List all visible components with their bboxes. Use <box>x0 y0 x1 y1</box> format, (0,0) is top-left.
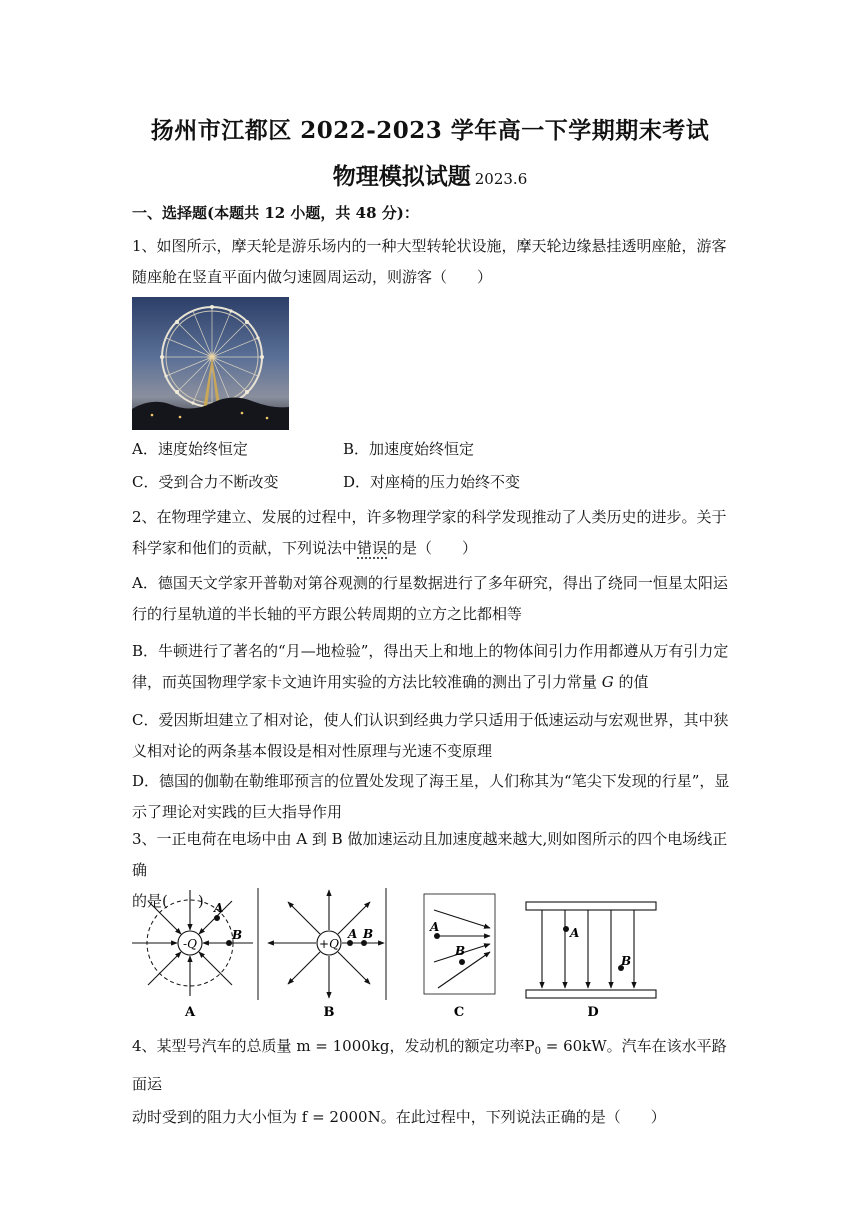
fig-a-point-b-label: B <box>232 928 243 942</box>
section-header: 一、选择题(本题共 12 小题，共 48 分)： <box>132 204 419 222</box>
exam-subject: 物理模拟试题 <box>332 163 471 190</box>
figure-a <box>132 888 258 1020</box>
q1-option-b: B．加速度始终恒定 <box>343 440 475 458</box>
q3-stem: 3、一正电荷在电场中由 A 到 B 做加速运动且加速度越来越大,则如图所示的四个电场线正确 的是( ) <box>132 830 728 910</box>
fig-d-caption: D <box>587 1005 599 1020</box>
figure-d <box>526 902 656 1020</box>
q2-option-c: C．爱因斯坦建立了相对论，使人们认识到经典力学只适用于低速运动与宏观世界，其中狭 义相对论的两条基本假设是相对性原理与光速不变原理 <box>132 711 729 760</box>
fig-b-caption: B <box>323 1005 335 1020</box>
q2-option-d: D．德国的伽勒在勒维耶预言的位置处发现了海王星，人们称其为“笔尖下发现的行星”，显 示了理论对实践的巨大指导作用 <box>132 772 730 821</box>
q2-stem: 2、在物理学建立、发展的过程中，许多物理学家的科学发现推动了人类历史的进步。关于 科学家和他们的贡献，下列说法中错误的是（ ） <box>132 508 727 557</box>
fig-b-point-a-label: A <box>348 927 358 941</box>
fig-a-charge-label: -Q <box>183 937 197 951</box>
figure-c <box>424 894 495 1020</box>
fig-d-point-b-label: B <box>621 954 632 968</box>
fig-b-charge-label: +Q <box>319 937 339 951</box>
fig-d-point-a-label: A <box>570 926 580 940</box>
fig-c-point-b-label: B <box>455 944 466 958</box>
q1-stem: 1、如图所示，摩天轮是游乐场内的一种大型转轮状设施，摩天轮边缘悬挂透明座舱，游客 随座舱在竖直平面内做匀速圆周运动，则游客（ ） <box>132 237 727 286</box>
exam-subtitle <box>0 158 860 191</box>
q2-option-a: A．德国天文学家开普勒对第谷观测的行星数据进行了多年研究，得出了绕同一恒星太阳运 行的行星轨道的半长轴的平方跟公转周期的立方之比都相等 <box>132 574 728 623</box>
q1-option-d: D．对座椅的压力始终不变 <box>343 473 521 491</box>
fig-c-caption: C <box>453 1005 465 1020</box>
q1-option-c: C．受到合力不断改变 <box>132 473 279 491</box>
q2-emphasis: 错误 <box>357 539 388 557</box>
fig-b-point-b-label: B <box>363 927 374 941</box>
fig-a-caption: A <box>184 1005 196 1020</box>
exam-title: 扬州市江都区 2022-2023 学年高一下学期期末考试 <box>150 117 710 144</box>
q2-option-b: B．牛顿进行了著名的“月—地检验”，得出天上和地上的物体间引力作用都遵从万有引力定 律，而英国物理学家卡文迪许用实验的方法比较准确的测出了引力常量 G 的值 <box>132 642 729 691</box>
q3-field-diagrams <box>128 888 658 1020</box>
q1-ferris-wheel-photo <box>132 297 289 430</box>
figure-b <box>268 888 386 1020</box>
exam-date: 2023.6 <box>474 170 528 188</box>
q4-stem: 4、某型号汽车的总质量 m = 1000kg，发动机的额定功率$P_0 = 60kW$。汽车在该水平路面运 动时受到的阻力大小恒为 f = 2000N。在此过程中，下列说法正确的是（ ） <box>132 1037 727 1126</box>
fig-c-point-a-label: A <box>430 920 440 934</box>
fig-a-point-a-label: A <box>214 901 224 915</box>
q1-option-a: A．速度始终恒定 <box>132 440 248 458</box>
